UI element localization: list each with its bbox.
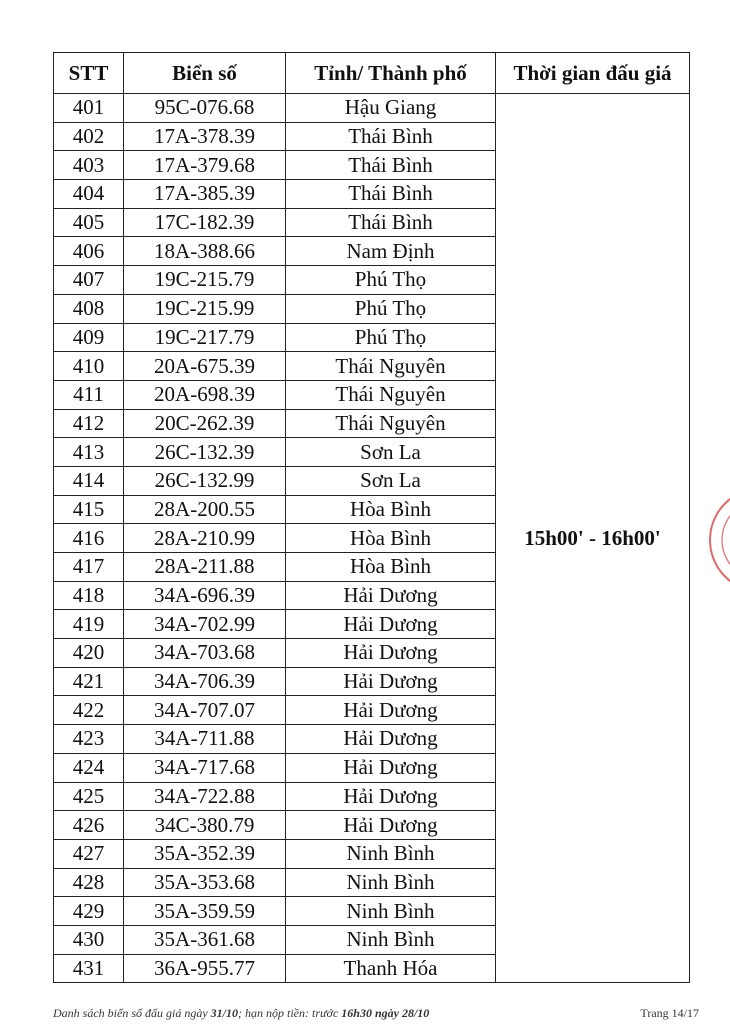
stt-cell: 424 [54,753,124,782]
table-row [54,94,690,123]
province-cell: Sơn La [286,438,496,467]
plate-cell: 34A-696.39 [124,581,286,610]
province-cell: Hải Dương [286,610,496,639]
plate-cell: 34A-717.68 [124,753,286,782]
stt-cell: 414 [54,466,124,495]
stt-cell: 427 [54,839,124,868]
footer-deadline: 16h30 ngày 28/10 [341,1006,430,1020]
province-cell: Thái Nguyên [286,352,496,381]
stt-cell: 428 [54,868,124,897]
stt-cell: 416 [54,524,124,553]
stt-cell: 429 [54,897,124,926]
stt-cell: 431 [54,954,124,983]
province-cell: Thái Nguyên [286,409,496,438]
province-cell: Hòa Bình [286,553,496,582]
province-cell: Hậu Giang [286,94,496,123]
plate-cell: 34A-711.88 [124,725,286,754]
province-cell: Sơn La [286,466,496,495]
footer-note-middle: ; hạn nộp tiền: trước [238,1006,342,1020]
footer-auction-date: 31/10 [210,1006,238,1020]
header-stt: STT [54,53,124,94]
stt-cell: 422 [54,696,124,725]
plate-cell: 35A-352.39 [124,839,286,868]
red-seal-stamp [700,478,730,608]
province-cell: Hải Dương [286,581,496,610]
plate-cell: 26C-132.39 [124,438,286,467]
plate-cell: 20C-262.39 [124,409,286,438]
province-cell: Phú Thọ [286,323,496,352]
plate-cell: 28A-200.55 [124,495,286,524]
plate-cell: 35A-361.68 [124,925,286,954]
page-number: Trang 14/17 [640,1006,699,1020]
province-cell: Hải Dương [286,639,496,668]
stt-cell: 418 [54,581,124,610]
province-cell: Thái Bình [286,151,496,180]
plate-cell: 17C-182.39 [124,208,286,237]
stt-cell: 413 [54,438,124,467]
stt-cell: 401 [54,94,124,123]
province-cell: Thanh Hóa [286,954,496,983]
auction-table [53,52,690,983]
province-cell: Ninh Bình [286,868,496,897]
plate-cell: 18A-388.66 [124,237,286,266]
province-cell: Hải Dương [286,811,496,840]
province-cell: Hải Dương [286,782,496,811]
stt-cell: 420 [54,639,124,668]
stt-cell: 425 [54,782,124,811]
province-cell: Thái Nguyên [286,380,496,409]
header-province: Tỉnh/ Thành phố [286,53,496,94]
plate-cell: 36A-955.77 [124,954,286,983]
plate-cell: 19C-217.79 [124,323,286,352]
auction-time-cell: 15h00' - 16h00' [496,94,690,983]
stt-cell: 410 [54,352,124,381]
plate-cell: 35A-353.68 [124,868,286,897]
header-time: Thời gian đấu giá [496,53,690,94]
plate-cell: 95C-076.68 [124,94,286,123]
footer-note-prefix: Danh sách biển số đấu giá ngày [53,1006,211,1020]
province-cell: Thái Bình [286,208,496,237]
plate-cell: 35A-359.59 [124,897,286,926]
stt-cell: 409 [54,323,124,352]
plate-cell: 19C-215.99 [124,294,286,323]
stt-cell: 407 [54,266,124,295]
stt-cell: 412 [54,409,124,438]
stt-cell: 405 [54,208,124,237]
province-cell: Ninh Bình [286,897,496,926]
stt-cell: 423 [54,725,124,754]
plate-cell: 28A-210.99 [124,524,286,553]
plate-cell: 26C-132.99 [124,466,286,495]
province-cell: Hòa Bình [286,524,496,553]
stt-cell: 403 [54,151,124,180]
page-footer [53,1006,699,1021]
province-cell: Hải Dương [286,725,496,754]
province-cell: Nam Định [286,237,496,266]
province-cell: Hòa Bình [286,495,496,524]
stt-cell: 404 [54,180,124,209]
stt-cell: 417 [54,553,124,582]
header-row [54,53,690,94]
stt-cell: 406 [54,237,124,266]
plate-cell: 20A-675.39 [124,352,286,381]
stt-cell: 408 [54,294,124,323]
stt-cell: 426 [54,811,124,840]
plate-cell: 34A-703.68 [124,639,286,668]
province-cell: Phú Thọ [286,294,496,323]
province-cell: Ninh Bình [286,839,496,868]
stt-cell: 430 [54,925,124,954]
plate-cell: 34A-702.99 [124,610,286,639]
stt-cell: 419 [54,610,124,639]
plate-cell: 34C-380.79 [124,811,286,840]
plate-cell: 19C-215.79 [124,266,286,295]
stt-cell: 411 [54,380,124,409]
stt-cell: 421 [54,667,124,696]
province-cell: Ninh Bình [286,925,496,954]
stt-cell: 415 [54,495,124,524]
province-cell: Hải Dương [286,667,496,696]
plate-cell: 34A-707.07 [124,696,286,725]
plate-cell: 17A-379.68 [124,151,286,180]
table-body [54,94,690,983]
province-cell: Thái Bình [286,180,496,209]
plate-cell: 34A-722.88 [124,782,286,811]
header-plate: Biển số [124,53,286,94]
province-cell: Hải Dương [286,753,496,782]
plate-cell: 28A-211.88 [124,553,286,582]
footer-note [53,1006,429,1020]
plate-cell: 20A-698.39 [124,380,286,409]
province-cell: Phú Thọ [286,266,496,295]
province-cell: Hải Dương [286,696,496,725]
stt-cell: 402 [54,122,124,151]
province-cell: Thái Bình [286,122,496,151]
plate-cell: 17A-385.39 [124,180,286,209]
plate-cell: 17A-378.39 [124,122,286,151]
plate-cell: 34A-706.39 [124,667,286,696]
